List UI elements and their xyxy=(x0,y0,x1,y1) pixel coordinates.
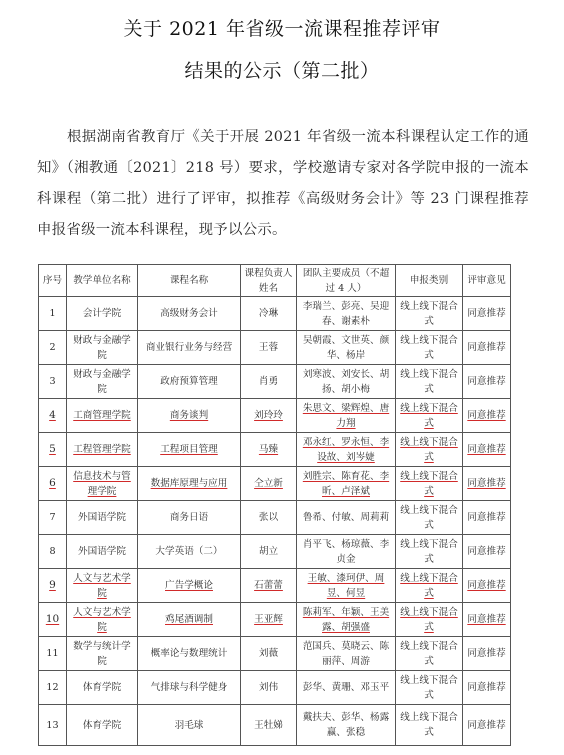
type-cell xyxy=(396,535,463,569)
lead-cell xyxy=(241,365,297,399)
course-cell xyxy=(138,637,241,671)
course-cell-text: 气排球与科学健身 xyxy=(150,682,228,693)
table-row xyxy=(39,501,511,535)
team-cell-text: 朱思文、梁辉煌、唐力翔 xyxy=(302,402,390,429)
type-cell xyxy=(396,297,463,331)
course-cell-text: 鸡尾酒调制 xyxy=(165,614,213,625)
opinion-cell-text: 同意推荐 xyxy=(467,580,506,591)
document-title-line1: 关于 2021 年省级一流课程推荐评审 xyxy=(123,18,441,40)
lead-cell-text: 刘玲玲 xyxy=(254,410,283,421)
opinion-cell-text: 同意推荐 xyxy=(467,410,506,421)
type-cell-text: 线上线下混合式 xyxy=(400,572,458,599)
lead-cell xyxy=(241,331,297,365)
table-row xyxy=(39,467,511,501)
document-title-line2: 结果的公示（第二批） xyxy=(184,60,380,82)
unit-cell-text: 人文与艺术学院 xyxy=(73,606,131,633)
opinion-cell xyxy=(463,603,511,637)
team-cell-text: 戴扶夫、彭华、杨露赢、张稳 xyxy=(302,712,390,738)
opinion-cell-text: 同意推荐 xyxy=(467,478,506,489)
lead-cell-text: 石蕾蕾 xyxy=(254,580,283,591)
course-cell xyxy=(138,433,241,467)
table-header-row xyxy=(39,265,511,297)
opinion-cell-text: 同意推荐 xyxy=(467,648,506,659)
team-cell xyxy=(297,365,396,399)
body-paragraph: 根据湖南省教育厅《关于开展 2021 年省级一流本科课程认定工作的通知》（湘教通〔2021〕218 号）要求，学校邀请专家对各学院申报的一流本科课程（第二批）进行了评审，拟推荐《高级财务会计》等 23 门课程推荐申报省级一流本科课程，现予以公示。 xyxy=(37,129,529,238)
course-cell-text: 政府预算管理 xyxy=(160,376,218,387)
team-cell xyxy=(297,671,396,705)
lead-cell xyxy=(241,433,297,467)
table-row xyxy=(39,297,511,331)
course-cell-text: 商务谈判 xyxy=(169,410,209,421)
unit-cell xyxy=(67,365,138,399)
opinion-cell-text: 同意推荐 xyxy=(467,682,506,693)
course-cell-text: 大学英语（二） xyxy=(155,546,223,557)
lead-cell xyxy=(241,297,297,331)
unit-cell xyxy=(67,637,138,671)
course-cell-text: 羽毛球 xyxy=(174,719,204,731)
type-cell-text: 线上线下混合式 xyxy=(400,470,458,497)
unit-cell-text: 体育学院 xyxy=(82,682,122,693)
table-row xyxy=(39,535,511,569)
unit-cell-text: 外国语学院 xyxy=(78,512,126,523)
type-cell-text: 线上线下混合式 xyxy=(400,436,458,463)
team-cell-text: 王敏、漆珂伊、周昱、何昱 xyxy=(307,572,385,599)
team-cell-text: 彭华、黄珊、邓玉平 xyxy=(302,682,390,693)
opinion-cell xyxy=(463,331,511,365)
lead-cell-text: 冷琳 xyxy=(258,308,279,319)
lead-cell-text: 王蓉 xyxy=(258,342,279,353)
table-row xyxy=(39,603,511,637)
table-row xyxy=(39,569,511,603)
type-cell-text: 线上线下混合式 xyxy=(400,402,458,429)
opinion-cell xyxy=(463,705,511,746)
table-row xyxy=(39,433,511,467)
row-index-text: 11 xyxy=(46,648,59,659)
opinion-cell xyxy=(463,637,511,671)
header-team: 团队主要成员（不超过 4 人） xyxy=(297,265,396,297)
team-cell-text: 李瑞兰、彭亮、吴迎春、谢素朴 xyxy=(302,300,390,327)
team-cell xyxy=(297,331,396,365)
table-row xyxy=(39,671,511,705)
row-index xyxy=(39,365,67,399)
type-cell xyxy=(396,501,463,535)
header-type: 申报类别 xyxy=(396,265,463,297)
course-cell-text: 工程项目管理 xyxy=(160,444,218,455)
unit-cell-text: 财政与金融学院 xyxy=(73,368,131,395)
course-cell-text: 商务日语 xyxy=(169,512,209,523)
header-lead: 课程负责人姓名 xyxy=(241,265,297,297)
unit-cell xyxy=(67,433,138,467)
lead-cell-text: 王亚辉 xyxy=(254,614,283,625)
team-cell-text: 邓永红、罗永恒、李设故、刘岑婕 xyxy=(302,436,390,463)
type-cell xyxy=(396,433,463,467)
team-cell xyxy=(297,501,396,535)
lead-cell xyxy=(241,569,297,603)
opinion-cell-text: 同意推荐 xyxy=(467,376,506,387)
type-cell xyxy=(396,603,463,637)
opinion-cell-text: 同意推荐 xyxy=(467,342,506,353)
unit-cell xyxy=(67,331,138,365)
opinion-cell xyxy=(463,297,511,331)
row-index-text: 13 xyxy=(46,719,59,731)
unit-cell xyxy=(67,603,138,637)
lead-cell xyxy=(241,501,297,535)
unit-cell-text: 信息技术与管理学院 xyxy=(73,470,131,497)
course-cell xyxy=(138,671,241,705)
team-cell xyxy=(297,569,396,603)
unit-cell-text: 数学与统计学院 xyxy=(73,640,131,667)
row-index xyxy=(39,467,67,501)
lead-cell-text: 张以 xyxy=(258,512,279,523)
type-cell-text: 线上线下混合式 xyxy=(400,368,458,395)
row-index xyxy=(39,603,67,637)
type-cell-text: 线上线下混合式 xyxy=(400,504,458,531)
table-row xyxy=(39,705,511,746)
header-opinion: 评审意见 xyxy=(463,265,511,297)
table-row xyxy=(39,637,511,671)
unit-cell xyxy=(67,705,138,746)
row-index xyxy=(39,671,67,705)
type-cell xyxy=(396,569,463,603)
row-index-text: 10 xyxy=(45,613,60,625)
type-cell xyxy=(396,671,463,705)
team-cell xyxy=(297,637,396,671)
opinion-cell xyxy=(463,535,511,569)
row-index-text: 4 xyxy=(49,409,56,421)
type-cell-text: 线上线下混合式 xyxy=(400,300,458,327)
row-index xyxy=(39,501,67,535)
course-cell xyxy=(138,501,241,535)
table-row xyxy=(39,331,511,365)
unit-cell-text: 会计学院 xyxy=(82,308,122,319)
row-index-text: 8 xyxy=(49,546,56,557)
opinion-cell-text: 同意推荐 xyxy=(467,512,506,523)
opinion-cell xyxy=(463,569,511,603)
type-cell xyxy=(396,399,463,433)
type-cell-text: 线上线下混合式 xyxy=(400,712,458,738)
unit-cell-text: 工程管理学院 xyxy=(73,444,131,455)
type-cell-text: 线上线下混合式 xyxy=(400,674,458,701)
row-index-text: 7 xyxy=(49,512,56,523)
course-cell xyxy=(138,365,241,399)
row-index-text: 5 xyxy=(49,443,56,455)
course-cell xyxy=(138,705,241,746)
course-cell xyxy=(138,297,241,331)
team-cell-text: 肖平飞、杨琼薇、李贞金 xyxy=(302,538,390,565)
lead-cell-text: 王牡娣 xyxy=(254,719,283,731)
row-index-text: 3 xyxy=(49,376,56,387)
course-cell-text: 广告学概论 xyxy=(165,580,213,591)
type-cell xyxy=(396,705,463,746)
row-index xyxy=(39,399,67,433)
lead-cell xyxy=(241,637,297,671)
row-index-text: 12 xyxy=(46,682,59,693)
unit-cell xyxy=(67,297,138,331)
opinion-cell xyxy=(463,365,511,399)
row-index-text: 9 xyxy=(49,579,56,591)
header-course: 课程名称 xyxy=(138,265,241,297)
team-cell-text: 范国兵、莫晓云、陈丽萍、周游 xyxy=(302,640,390,667)
unit-cell xyxy=(67,671,138,705)
lead-cell xyxy=(241,603,297,637)
lead-cell-text: 马臻 xyxy=(258,444,279,455)
row-index xyxy=(39,433,67,467)
unit-cell-text: 人文与艺术学院 xyxy=(73,572,131,599)
opinion-cell xyxy=(463,671,511,705)
course-cell xyxy=(138,331,241,365)
course-cell xyxy=(138,603,241,637)
team-cell xyxy=(297,433,396,467)
course-cell xyxy=(138,535,241,569)
row-index xyxy=(39,705,67,746)
team-cell xyxy=(297,297,396,331)
course-cell xyxy=(138,467,241,501)
row-index xyxy=(39,569,67,603)
course-cell-text: 高级财务会计 xyxy=(160,308,218,319)
team-cell-text: 陈莉军、年颖、王美露、胡强盛 xyxy=(302,606,390,633)
type-cell-text: 线上线下混合式 xyxy=(400,334,458,361)
type-cell-text: 线上线下混合式 xyxy=(400,538,458,565)
team-cell-text: 刘寒波、刘安长、胡扬、胡小梅 xyxy=(302,368,390,395)
team-cell xyxy=(297,535,396,569)
course-cell-text: 数据库原理与应用 xyxy=(150,478,228,489)
course-cell-text: 商业银行业务与经营 xyxy=(145,342,233,353)
unit-cell xyxy=(67,501,138,535)
row-index-text: 6 xyxy=(49,477,56,489)
unit-cell xyxy=(67,399,138,433)
unit-cell xyxy=(67,467,138,501)
row-index xyxy=(39,331,67,365)
opinion-cell-text: 同意推荐 xyxy=(467,719,506,731)
team-cell-text: 吴朝霞、文世英、颜华、杨岸 xyxy=(302,334,390,361)
team-cell xyxy=(297,399,396,433)
opinion-cell xyxy=(463,501,511,535)
lead-cell-text: 刘薇 xyxy=(258,648,279,659)
opinion-cell-text: 同意推荐 xyxy=(467,444,506,455)
row-index xyxy=(39,297,67,331)
type-cell xyxy=(396,637,463,671)
unit-cell xyxy=(67,535,138,569)
team-cell xyxy=(297,705,396,746)
opinion-cell-text: 同意推荐 xyxy=(467,614,506,625)
row-index xyxy=(39,637,67,671)
header-index: 序号 xyxy=(39,265,67,297)
course-cell-text: 概率论与数理统计 xyxy=(150,648,228,659)
team-cell-text: 鲁希、付敏、周莉莉 xyxy=(302,512,390,523)
opinion-cell-text: 同意推荐 xyxy=(467,308,506,319)
opinion-cell-text: 同意推荐 xyxy=(467,546,506,557)
team-cell xyxy=(297,603,396,637)
unit-cell-text: 财政与金融学院 xyxy=(73,334,131,361)
type-cell-text: 线上线下混合式 xyxy=(400,640,458,667)
lead-cell xyxy=(241,671,297,705)
row-index-text: 2 xyxy=(49,342,56,353)
course-cell xyxy=(138,569,241,603)
table-row xyxy=(39,399,511,433)
opinion-cell xyxy=(463,467,511,501)
lead-cell xyxy=(241,467,297,501)
row-index xyxy=(39,535,67,569)
lead-cell xyxy=(241,535,297,569)
course-table xyxy=(38,264,511,746)
lead-cell-text: 刘伟 xyxy=(258,682,279,693)
team-cell xyxy=(297,467,396,501)
course-cell xyxy=(138,399,241,433)
table-row xyxy=(39,365,511,399)
lead-cell xyxy=(241,705,297,746)
lead-cell xyxy=(241,399,297,433)
header-unit: 教学单位名称 xyxy=(67,265,138,297)
team-cell-text: 刘胜宗、陈育花、李昕、卢泽斌 xyxy=(302,470,390,497)
type-cell-text: 线上线下混合式 xyxy=(400,606,458,633)
unit-cell-text: 外国语学院 xyxy=(78,546,126,557)
unit-cell-text: 工商管理学院 xyxy=(73,410,131,421)
unit-cell-text: 体育学院 xyxy=(82,719,122,731)
opinion-cell xyxy=(463,399,511,433)
type-cell xyxy=(396,331,463,365)
lead-cell-text: 肖勇 xyxy=(258,376,279,387)
opinion-cell xyxy=(463,433,511,467)
unit-cell xyxy=(67,569,138,603)
lead-cell-text: 仝立新 xyxy=(254,478,283,489)
row-index-text: 1 xyxy=(49,308,56,319)
lead-cell-text: 胡立 xyxy=(258,546,279,557)
type-cell xyxy=(396,467,463,501)
type-cell xyxy=(396,365,463,399)
